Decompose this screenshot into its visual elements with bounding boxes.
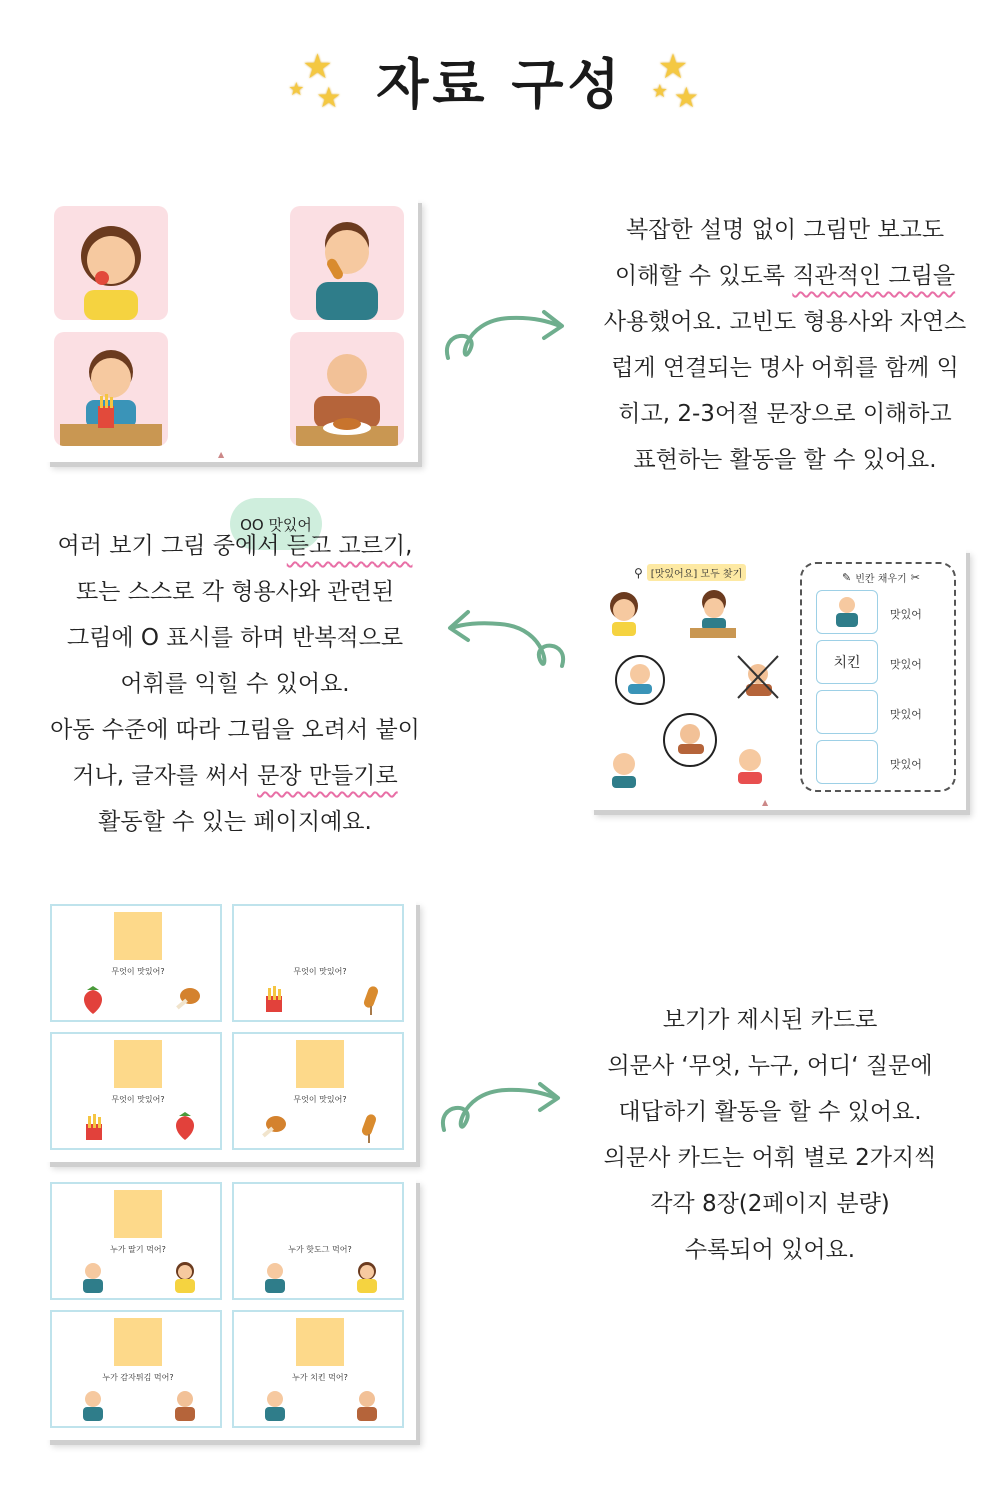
s1-highlight: 직관적인 그림을 bbox=[792, 263, 956, 289]
s2-highlight-2: 문장 만들기로 bbox=[257, 763, 398, 789]
girl-pic bbox=[114, 912, 162, 960]
find-all-label: ⚲ [맛있어요] 모두 찾기 bbox=[634, 564, 746, 581]
hotdog-icon-2 bbox=[356, 1112, 382, 1148]
s1-line-4: 럽게 연결되는 명사 어휘를 함께 익 bbox=[611, 355, 959, 381]
fill-suffix-2: 맛있어 bbox=[890, 658, 922, 671]
s2-line-2: 또는 스스로 각 형용사와 관련된 bbox=[75, 579, 395, 605]
arrow-left-icon bbox=[440, 600, 570, 680]
s2-highlight-1: 듣고 고르기, bbox=[286, 533, 413, 559]
fill-cell-picture[interactable] bbox=[816, 590, 878, 634]
magnifier-icon: ⚲ bbox=[634, 565, 643, 580]
section1-description bbox=[580, 207, 990, 483]
who-card-3: 누가 감자튀김 먹어? bbox=[50, 1310, 222, 1428]
who-card-1: 누가 딸기 먹어? bbox=[50, 1182, 222, 1300]
fill-suffix-4: 맛있어 bbox=[890, 758, 922, 771]
boy-eating-fries-icon bbox=[54, 332, 168, 446]
pic-girl-bottom bbox=[738, 749, 762, 784]
girl-face-icon-2 bbox=[354, 1262, 380, 1298]
man-eating-hotdog-icon bbox=[290, 206, 404, 320]
choice-pictures bbox=[598, 588, 798, 808]
s1-line-1: 복잡한 설명 없이 그림만 보고도 bbox=[625, 217, 945, 243]
who-card-2: 누가 핫도그 먹어? bbox=[232, 1182, 404, 1300]
s2-line-4: 어휘를 익힐 수 있어요. bbox=[120, 671, 350, 697]
boy-face-icon-2 bbox=[262, 1262, 288, 1298]
s2-line-6: 거나, 글자를 써서 문장 만들기로 bbox=[72, 763, 398, 789]
fries-icon bbox=[262, 986, 286, 1018]
girl-face-icon bbox=[172, 1262, 198, 1298]
scissors-icon: ✂ bbox=[910, 571, 920, 584]
pic-boy-bottom bbox=[612, 753, 636, 788]
grandpa-face-icon bbox=[172, 1390, 198, 1426]
chicken-leg-icon-2 bbox=[258, 1112, 288, 1146]
grandpa-eating-chicken-icon bbox=[290, 332, 404, 446]
boy-pic-2 bbox=[114, 1318, 162, 1366]
grandpa-pic-2 bbox=[296, 1318, 344, 1366]
grandpa-face-icon-2 bbox=[354, 1390, 380, 1426]
fries-icon-2 bbox=[82, 1114, 106, 1146]
pencil-icon: ✎ bbox=[842, 571, 852, 584]
brand-logo-2: ▲ bbox=[762, 798, 769, 807]
sentence-pill: OO 맛있어 bbox=[230, 498, 322, 550]
s2-line-3: 그림에 O 표시를 하며 반복적으로 bbox=[66, 625, 404, 651]
s1-line-3: 사용했어요. 고빈도 형용사와 자연스 bbox=[603, 309, 967, 335]
pic-circled-grandpa bbox=[664, 714, 716, 766]
chicken-leg-icon bbox=[172, 984, 202, 1018]
arrow-right-icon-2 bbox=[436, 1072, 566, 1142]
s3-line-4: 의문사 카드는 어휘 별로 2가지씩 bbox=[603, 1145, 937, 1171]
fill-cell-word[interactable]: 치킨 bbox=[816, 640, 878, 684]
strawberry-icon-2 bbox=[172, 1110, 198, 1146]
s3-line-1: 보기가 제시된 카드로 bbox=[662, 1007, 878, 1033]
fill-blank-label: ✎ 빈칸 채우기 ✂ bbox=[842, 571, 920, 585]
what-card-1: 무엇이 맛있어? bbox=[50, 904, 222, 1022]
pic-crossed-grandpa bbox=[738, 656, 778, 698]
preview-card-2 bbox=[590, 548, 966, 810]
what-card-3: 무엇이 맛있어? bbox=[50, 1032, 222, 1150]
s3-line-6: 수록되어 있어요. bbox=[684, 1237, 856, 1263]
boy-hotdog-icon bbox=[832, 595, 862, 629]
title-row bbox=[0, 40, 1000, 120]
what-card-4: 무엇이 맛있어? bbox=[232, 1032, 404, 1150]
section2-description bbox=[20, 523, 450, 845]
fill-suffix-3: 맛있어 bbox=[890, 708, 922, 721]
girl-pic-2 bbox=[114, 1190, 162, 1238]
page-title: 자료 구성 bbox=[376, 52, 624, 116]
pic-circled-boy bbox=[616, 656, 664, 704]
brand-logo: ▲ bbox=[218, 450, 225, 459]
boy-pic bbox=[114, 1040, 162, 1088]
section3-description bbox=[570, 997, 970, 1273]
strawberry-icon bbox=[80, 984, 106, 1020]
pic-girl bbox=[610, 592, 638, 636]
tile-grandpa-chicken bbox=[290, 332, 404, 446]
arrow-right-icon bbox=[440, 300, 570, 370]
girl-eating-icon bbox=[54, 206, 168, 320]
boy-face-icon-4 bbox=[262, 1390, 288, 1426]
stars-right-icon: ★ ★ ★ bbox=[651, 47, 699, 114]
fill-blank-box bbox=[800, 562, 956, 792]
s2-line-1: 여러 보기 그림 중에서 듣고 고르기, bbox=[57, 533, 413, 559]
tile-man-hotdog bbox=[290, 206, 404, 320]
fill-cell-blank-2[interactable] bbox=[816, 740, 878, 784]
tile-boy-fries bbox=[54, 332, 168, 446]
man-pic bbox=[296, 912, 344, 960]
fill-cell-blank-1[interactable] bbox=[816, 690, 878, 734]
what-card-2: 무엇이 맛있어? bbox=[232, 904, 404, 1022]
s3-line-2: 의문사 ‘무엇, 누구, 어디‘ 질문에 bbox=[607, 1053, 933, 1079]
boy-face-icon bbox=[80, 1262, 106, 1298]
s1-line-6: 표현하는 활동을 할 수 있어요. bbox=[633, 447, 937, 473]
s1-line-5: 히고, 2-3어절 문장으로 이해하고 bbox=[618, 401, 952, 427]
boy-face-icon-3 bbox=[80, 1390, 106, 1426]
preview-card-1 bbox=[46, 198, 418, 534]
hotdog-icon bbox=[358, 984, 384, 1020]
fill-suffix-1: 맛있어 bbox=[890, 608, 922, 621]
s2-line-7: 활동할 수 있는 페이지예요. bbox=[98, 809, 372, 835]
tile-girl-strawberry bbox=[54, 206, 168, 320]
preview-card-3b bbox=[46, 1178, 416, 1440]
s3-line-5: 각각 8장(2페이지 분량) bbox=[650, 1191, 890, 1217]
s1-line-2: 이해할 수 있도록 직관적인 그림을 bbox=[614, 263, 956, 289]
man-pic-2 bbox=[296, 1190, 344, 1238]
preview-card-3a bbox=[46, 900, 416, 1162]
grandpa-pic bbox=[296, 1040, 344, 1088]
who-card-4: 누가 치킨 먹어? bbox=[232, 1310, 404, 1428]
stars-left-icon: ★ ★ ★ bbox=[288, 47, 342, 114]
s3-line-3: 대답하기 활동을 할 수 있어요. bbox=[618, 1099, 922, 1125]
pic-angry-boy bbox=[690, 590, 736, 638]
s2-line-5: 아동 수준에 따라 그림을 오려서 붙이 bbox=[50, 717, 420, 743]
